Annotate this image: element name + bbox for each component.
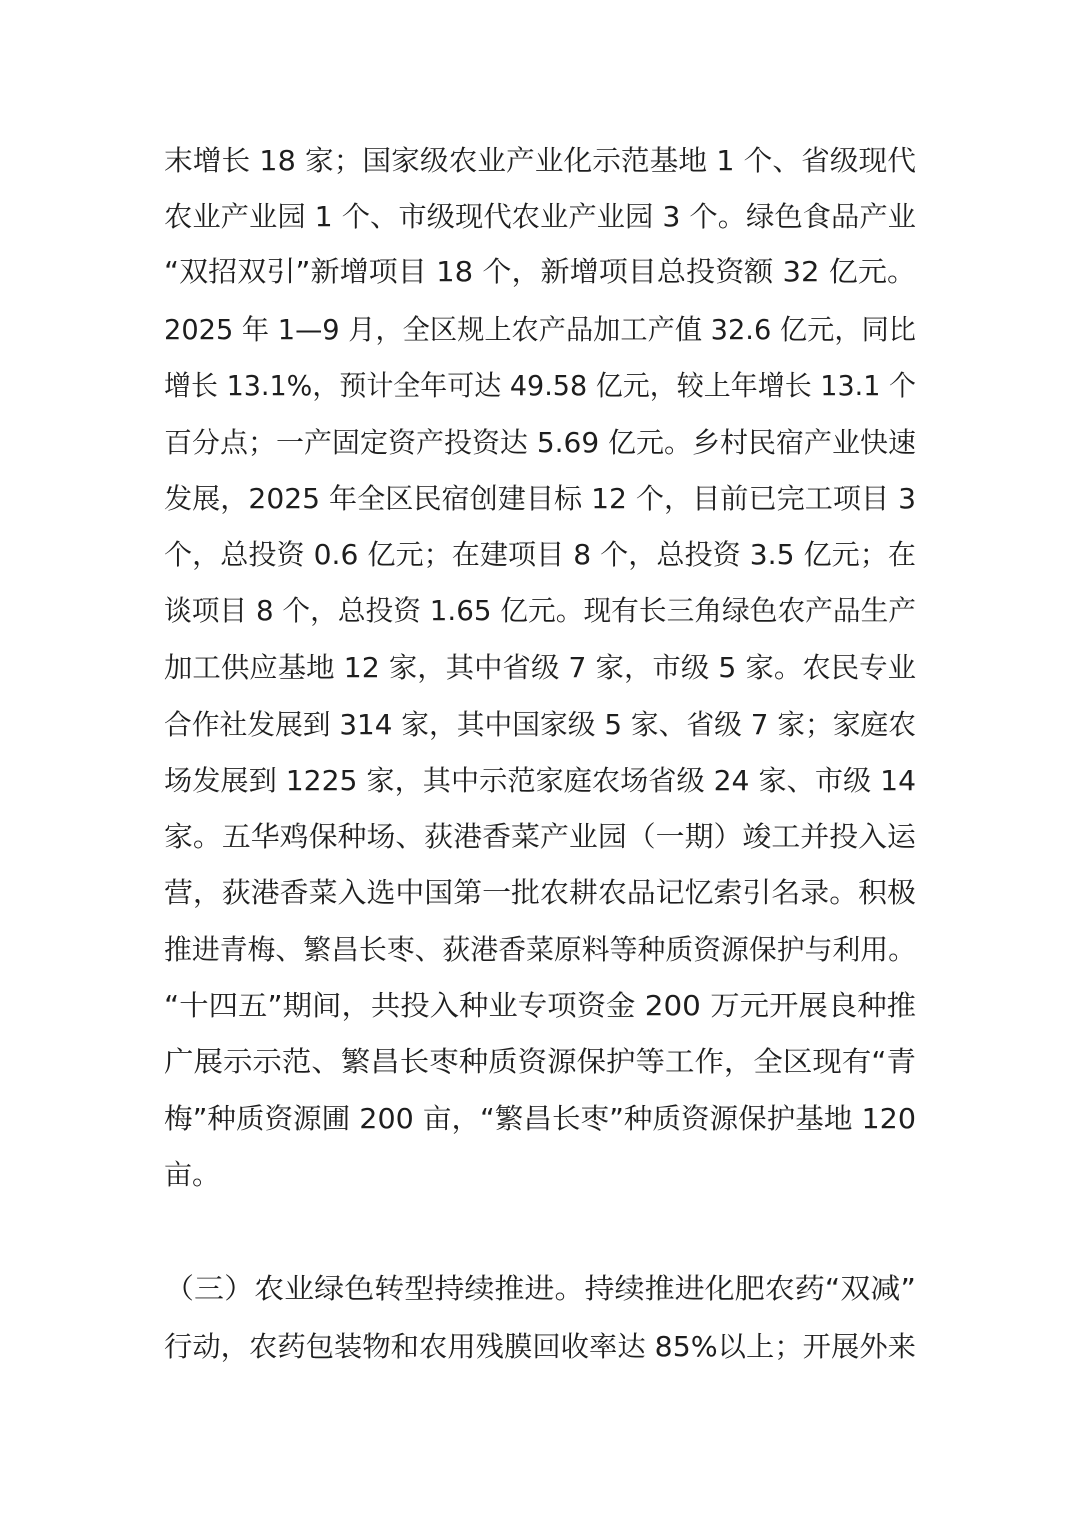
text-line-content: 家。五华鸡保种场、荻港香菜产业园（一期）竣工并投入运 — [164, 820, 916, 853]
text-line — [0, 865, 1080, 921]
text-line-content: 2025 年 1—9 月，全区规上农产品加工产值 32.6 亿元，同比 — [164, 313, 917, 346]
text-line-content: （三）农业绿色转型持续推进。持续推进化肥农药“双减” — [164, 1272, 916, 1305]
text-line-content: 营，荻港香菜入选中国第一批农耕农品记忆索引名录。积极 — [164, 876, 916, 909]
text-line — [0, 978, 1080, 1034]
text-line — [0, 809, 1080, 865]
text-line-content: 增长 13.1%，预计全年可达 49.58 亿元，较上年增长 13.1 个 — [164, 369, 916, 402]
text-line — [0, 1147, 1080, 1203]
text-line-content: 末增长 18 家；国家级农业产业化示范基地 1 个、省级现代 — [164, 144, 916, 177]
text-line-content: 场发展到 1225 家，其中示范家庭农场省级 24 家、市级 14 — [164, 764, 917, 797]
text-line-content: 农业产业园 1 个、市级现代农业产业园 3 个。绿色食品产业 — [164, 200, 917, 233]
text-line-content: 广展示示范、繁昌长枣种质资源保护等工作，全区现有“青 — [164, 1045, 917, 1078]
text-line — [0, 358, 1080, 414]
text-line — [0, 1319, 1080, 1375]
text-line — [0, 640, 1080, 696]
text-line — [0, 189, 1080, 245]
text-line — [0, 922, 1080, 978]
text-line-content: 发展，2025 年全区民宿创建目标 12 个，目前已完工项目 3 — [164, 482, 916, 515]
section-heading-line — [0, 1261, 1080, 1317]
text-line-content: “十四五”期间，共投入种业专项资金 200 万元开展良种推 — [164, 989, 917, 1022]
text-line-content: 梅”种质资源圃 200 亩，“繁昌长枣”种质资源保护基地 120 — [164, 1102, 916, 1135]
text-line-content: 个，总投资 0.6 亿元；在建项目 8 个，总投资 3.5 亿元；在 — [164, 538, 917, 571]
text-line-content: “双招双引”新增项目 18 个，新增项目总投资额 32 亿元。 — [164, 255, 917, 288]
text-line — [0, 1091, 1080, 1147]
text-line-content: 行动，农药包装物和农用残膜回收率达 85%以上；开展外来 — [164, 1330, 916, 1363]
text-line-content: 合作社发展到 314 家，其中国家级 5 家、省级 7 家；家庭农 — [164, 708, 917, 741]
text-line — [0, 697, 1080, 753]
text-line — [0, 583, 1080, 639]
text-line — [0, 244, 1080, 300]
text-line — [0, 302, 1080, 358]
text-line-content: 谈项目 8 个，总投资 1.65 亿元。现有长三角绿色农产品生产 — [164, 594, 917, 627]
text-line-content: 推进青梅、繁昌长枣、荻港香菜原料等种质资源保护与利用。 — [164, 933, 917, 966]
text-line — [0, 471, 1080, 527]
text-line — [0, 415, 1080, 471]
text-line-content: 百分点；一产固定资产投资达 5.69 亿元。乡村民宿产业快速 — [164, 426, 917, 459]
text-line-content: 亩。 — [164, 1158, 221, 1191]
text-line — [0, 1034, 1080, 1090]
text-line-content: 加工供应基地 12 家，其中省级 7 家，市级 5 家。农民专业 — [164, 651, 917, 684]
text-line — [0, 753, 1080, 809]
text-line — [0, 133, 1080, 189]
text-line — [0, 527, 1080, 583]
